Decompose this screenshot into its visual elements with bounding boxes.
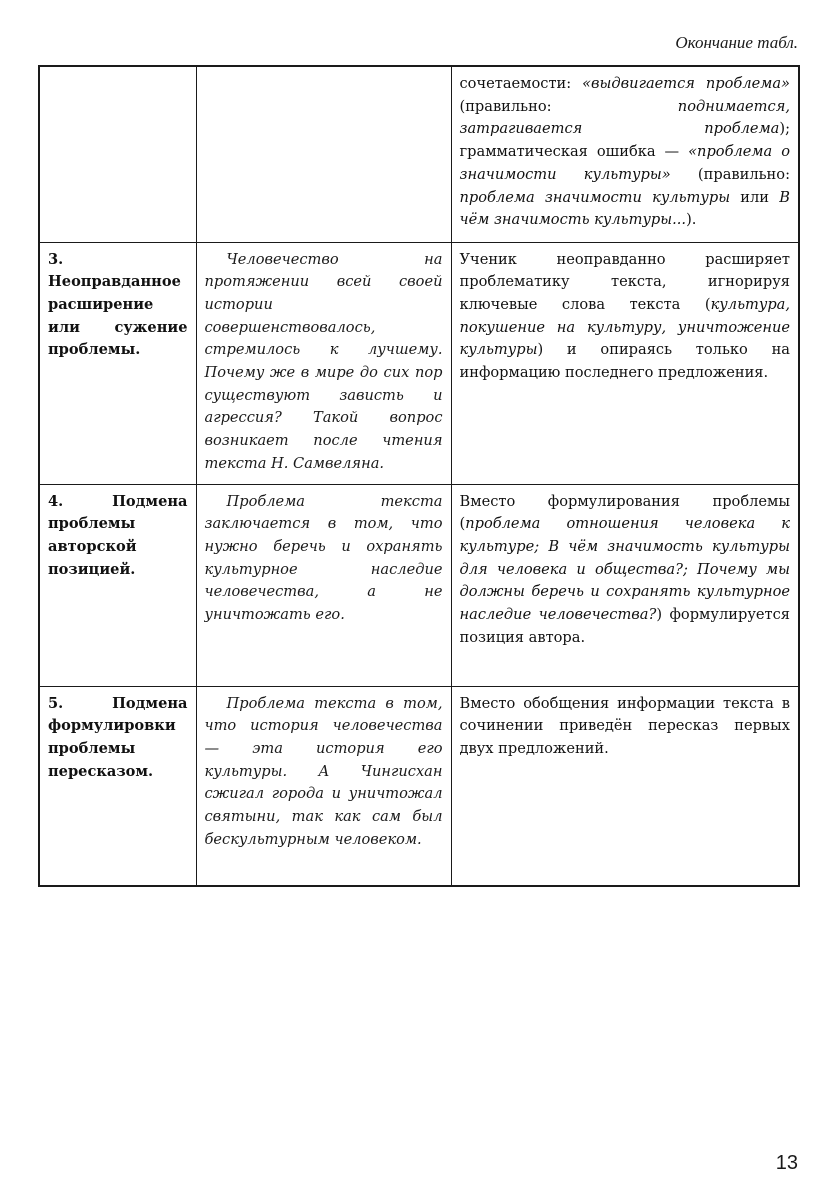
- comment-text: Вместо формулирования проблемы (: [459, 492, 790, 533]
- comment-text: Вместо обобщения информации текста в сочинении приведён пересказ первых двух предложений.: [459, 694, 790, 757]
- comment-text: Ученик неоправданно расширяет проблематику текста, игнорируя ключевые слова текста (: [459, 250, 790, 313]
- comment-italic-text: «выдвигается проблема»: [582, 75, 790, 92]
- example-cell: [196, 242, 451, 484]
- comment-text: (правильно:: [459, 97, 678, 115]
- errors-table: [38, 65, 800, 887]
- empty-example-cell: [196, 66, 451, 242]
- continuation-comment-cell: [451, 66, 799, 242]
- comment-text: (правильно:: [670, 165, 790, 183]
- table-continuation-caption: Окончание табл.: [675, 33, 798, 52]
- comment-italic-text: В чём значимость культуры...: [459, 188, 790, 229]
- comment-cell: [451, 484, 799, 686]
- comment-text: ).: [686, 211, 697, 229]
- example-text: Человечество на протяжении всей своей истории совершенствовалось, стремилось к лучшему. Почему же в мире до сих пор существуют зависть и агрессия? Такой вопрос возникает после чтения текста Н. Самвеляна.: [204, 250, 443, 472]
- comment-italic-text: «проблема о значимости культуры»: [459, 143, 790, 183]
- comment-text: или: [730, 188, 780, 206]
- error-name-cell: 3. Неоправданное расширение или сужение проблемы.: [39, 242, 196, 484]
- table-row: [39, 242, 799, 484]
- comment-text: сочетаемости:: [459, 75, 583, 92]
- comment-text: ) и опираясь только на информацию последнего предложения.: [459, 341, 790, 382]
- example-cell: [196, 484, 451, 686]
- table-row: [39, 686, 799, 886]
- error-name-cell: 5. Подмена формулировки проблемы пересказом.: [39, 686, 196, 886]
- comment-cell: [451, 686, 799, 886]
- empty-name-cell: [39, 66, 196, 242]
- example-text: Проблема текста в том, что история человечества — эта история его культуры. А Чингисхан сжигал города и уничтожал святыни, так как сам был бескультурным человеком.: [204, 694, 443, 848]
- example-text: Проблема текста заключается в том, что нужно беречь и охранять культурное наследие человечества, а не уничтожать его.: [204, 492, 443, 624]
- comment-italic-text: поднимается, затрагивается проблема: [459, 97, 790, 138]
- comment-italic-text: проблема значимости культуры: [459, 188, 731, 206]
- table-row: [39, 484, 799, 686]
- comment-text: ); грамматическая ошибка —: [459, 120, 790, 161]
- page-number: 13: [775, 1152, 798, 1174]
- comment-italic-text: культура, покушение на культуру, уничтожение культуры: [459, 295, 790, 359]
- comment-text: ) формулируется позиция автора.: [459, 606, 791, 646]
- comment-cell: [451, 242, 799, 484]
- comment-italic-text: проблема отношения человека к культуре; В чём значимость культуры для человека и общества?; Почему мы должны беречь и сохранять культурное наследие человечества?: [459, 515, 790, 624]
- error-name-cell: 4. Подмена проблемы авторской позицией.: [39, 484, 196, 686]
- table-row: [39, 66, 799, 242]
- example-cell: [196, 686, 451, 886]
